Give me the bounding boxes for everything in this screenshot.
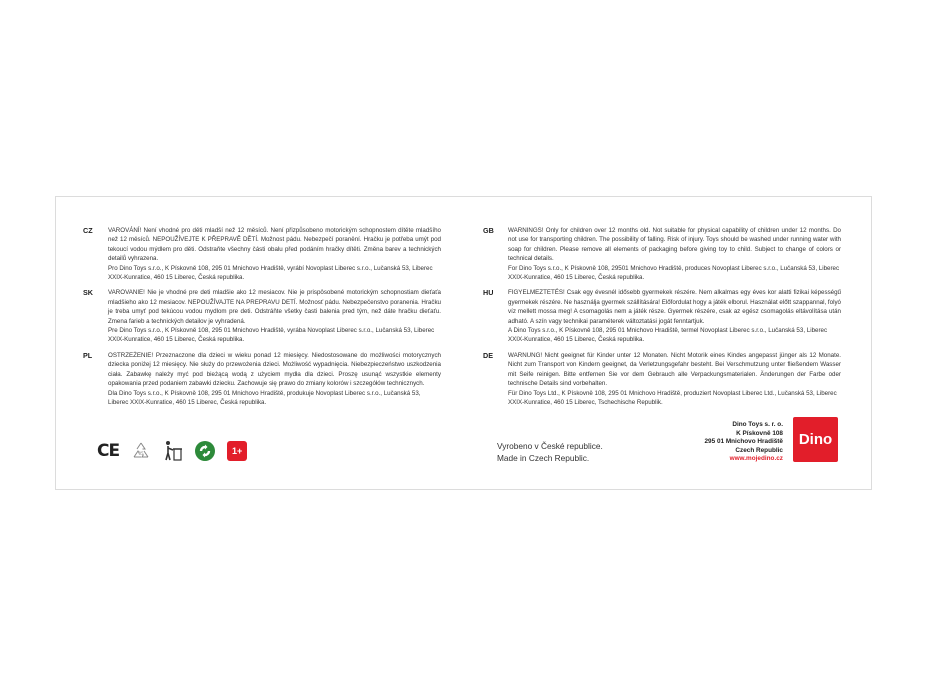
warning-block-sk [83,288,441,344]
company-city: 295 01 Mnichovo Hradiště [704,438,783,446]
warning-text: WARNINGS! Only for children over 12 months old. Not suitable for physical capability of children under 12 months. Do not use for transporting children. The possibility of falling. Risk of injury. Toys should be washed under running water with soap for children. Please remove all elements of packaging before giving toy to child. Subject to change of colors or technical details. [508,227,841,263]
manufacturer-text: Für Dino Toys Ltd., K Pískovně 108, 295 01 Mnichovo Hradiště, produziert Novoplast Liberec Ltd., Lučanská 53, Liberec XXIX-Kunratice, 460 15 Liberec, Tschechische Republik. [508,389,837,406]
made-in-text [497,440,603,464]
warning-block-de [483,351,841,407]
manufacturer-text: For Dino Toys s.r.o., K Pískovně 108, 29501 Mnichovo Hradiště, produces Novoplast Liberec s.r.o., Lučanská 53, Liberec XXIX-Kunratice, 460 15 Liberec, Česká republika. [508,264,840,282]
ce-mark-icon: CE [97,441,120,461]
warning-block-cz [83,226,441,282]
warning-text: OSTRZEŻENIE! Przeznaczone dla dzieci w wieku ponad 12 miesięcy. Niedostosowane do możliwości motorycznych dziecka poniżej 12 miesięcy. Nie służy do przewożenia dzieci. Możliwość wypadnięcia. Niebezpieczeństwo uszkodzenia ciała. Zabawkę należy myć pod bieżącą wodą z użyciem mydła dla dzieci. Proszę usunąć wszystkie elementy opakowania przed podaniem zabawki dziecku. Zachowuje się prawo do zmiany kolorów i szczegółów technicznych. [108,351,441,388]
manufacturer-text: A Dino Toys s.r.o., K Pískovně 108, 295 01 Mnichovo Hradiště, termel Novoplast Liberec s.r.o., Lučanská 53, Liberec XXIX-Kunratice, 460 15 Liberec, Česká republika. [508,327,828,344]
lang-code: HU [483,288,494,298]
manufacturer-text: Pre Dino Toys s.r.o., K Pískovně 108, 295 01 Mnichovo Hradiště, vyrába Novoplast Liberec s.r.o., Lučanská 53, Liberec XXIX-Kunratice, 460 15 Liberec, Česká republika. [108,327,435,344]
dino-logo [793,417,838,462]
recycling-icon [130,440,152,462]
warning-block-gb [483,226,841,282]
lang-code: CZ [83,226,93,235]
certification-icons [97,439,247,463]
warning-block-hu [483,288,841,344]
lang-code: PL [83,350,93,360]
company-name: Dino Toys s. r. o. [732,421,783,428]
label-card [55,196,872,490]
company-country: Czech Republic [735,446,783,454]
warning-block-pl [83,351,441,407]
green-dot-icon [194,440,216,462]
company-website: www.mojedino.cz [729,455,783,463]
made-in-en: Made in Czech Republic. [497,453,590,463]
company-address [705,421,784,464]
warning-text: WARNUNG! Nicht geeignet für Kinder unter 12 Monaten. Nicht Motorik eines Kindes angepasst jünger als 12 Monate. Nicht zum Transport von Kindern geeignet, da Verletzungsgefahr besteht. Bei Verschmutzung unter fließendem Wasser mit Seife reinigen. Bitte entfernen Sie vor dem Gebrauch alle Verpackungsmaterialen. Änderungen der Farbe oder technische Details sind vorbehalten. [508,351,841,388]
company-street: K Pískovně 108 [736,429,783,437]
tidyman-bin-icon [163,440,183,462]
lang-code: DE [483,350,493,360]
manufacturer-text: Pro Dino Toys s.r.o., K Pískovně 108, 295 01 Mnichovo Hradiště, vyrábí Novoplast Liberec s.r.o., Lučanská 53, Liberec XXIX-Kunratice, 460 15 Liberec, Česká republika. [108,264,433,282]
warning-text: VAROVANIE! Nie je vhodné pre deti mladšie ako 12 mesiacov. Nie je prispôsobené motorickým schopnostiam dieťaťa mladšieho ako 12 mesiacov. NEPOUŽÍVAJTE NA PREPRAVU DETÍ. Možnosť pádu. Nebezpečenstvo poranenia. Hračku je treba umyť pod tekúcou vodou mydlom pre deti. Odstráňte všetky časti balenia pred tým, než dáte hračku dieťaťu. Zmena farieb a technických detailov je vyhradená. [108,289,441,325]
manufacturer-text: Dla Dino Toys s.r.o., K Pískovně 108, 295 01 Mnichovo Hradiště, produkuje Novoplast Liberec s.r.o., Lučanská 53, Liberec XXIX-Kunratice, 460 15 Liberec, Česká republika. [108,389,421,406]
left-column [83,226,441,413]
right-column [483,226,841,413]
made-in-cz: Vyrobeno v České republice. [497,441,603,451]
warning-text: VAROVÁNÍ! Není vhodné pro děti mladší než 12 měsíců. Není přizpůsobeno motorickým schopnostem dítěte mladšího než 12 měsíců. NEPOUŽÍVEJTE K PŘEPRAVĚ DĚTÍ. Možnost pádu. Nebezpečí poranění. Hračku je potřeba umýt pod tekoucí vodou mýdlem pro děti. Odstraňte všechny části obalu před podáním hračky dítěti. Změna barev a technických detailů vyhrazena. [108,227,441,263]
lang-code: SK [83,288,93,298]
logo-text: Dino [798,431,833,448]
age-rating-icon: 1+ [227,441,247,461]
svg-text:05: 05 [138,451,144,456]
lang-code: GB [483,226,494,235]
warning-text: FIGYELMEZTETÉS! Csak egy évesnél idősebb gyermekek részére. Nem alkalmas egy éves kor alatti fizikai képességű gyermekek részére. Ne használja gyermek szállítására! Előfordulat hogy a játék elborul. Használat előtt szappannal, folyó víz mellett mossa meg! A csomagolás nem a játék része. Gyermek részére, csak az egész csomagolás eltávolítása után adható. A szín vagy technikai paraméterek változtatási jogát fenntartjuk. [508,289,841,325]
